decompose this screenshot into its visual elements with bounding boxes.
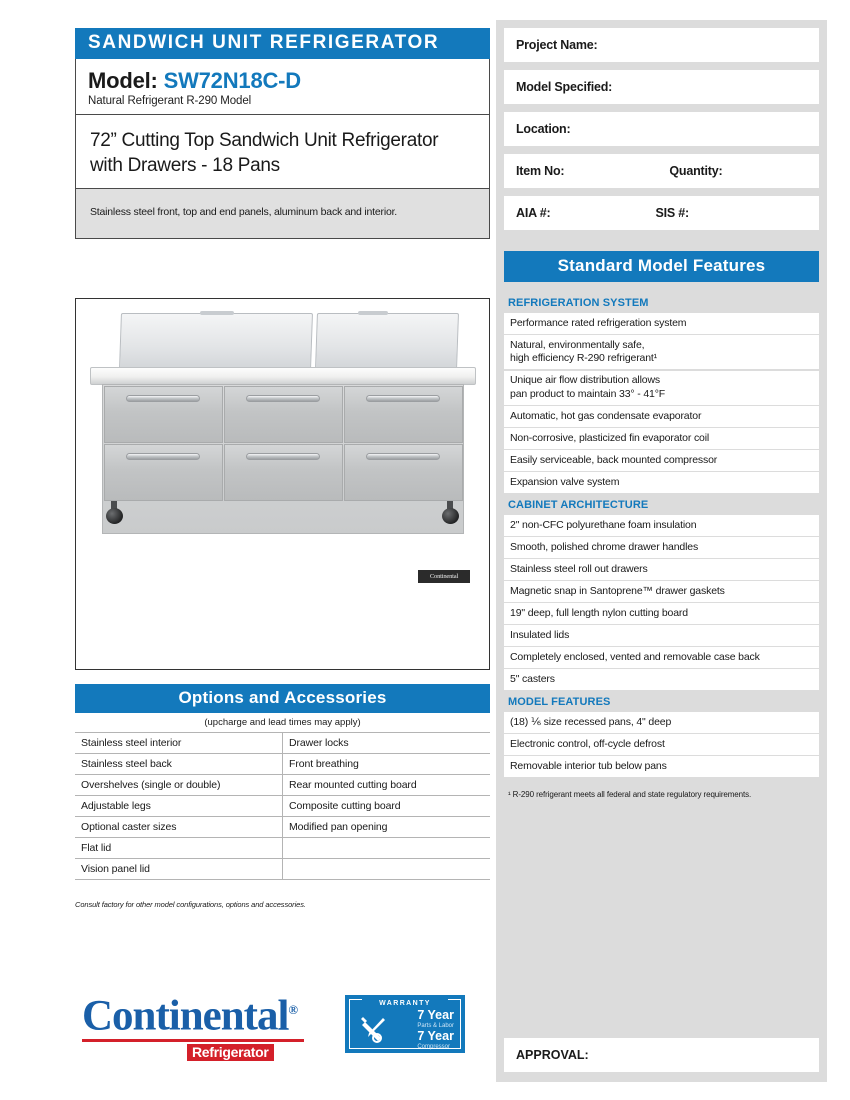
feature-item: Performance rated refrigeration system [504,313,819,334]
unit-nameplate: Continental [418,570,470,583]
left-column [75,28,490,239]
warranty-title: WARRANTY [362,999,448,1008]
section-title-model-features: MODEL FEATURES [508,696,611,708]
model-number: SW72N18C-D [163,68,301,93]
field-label-secondary: Quantity: [669,164,723,178]
field-label: AIA #: [516,206,551,220]
field-aia-sis[interactable] [504,196,819,230]
logo-subbrand: Refrigerator [187,1044,274,1061]
feature-item: (18) ⅙ size recessed pans, 4" deep [504,712,819,733]
option-item: Optional caster sizes [75,817,283,838]
feature-item: Smooth, polished chrome drawer handles [504,537,819,558]
warranty-line1-years: 7 Year [417,1008,454,1022]
feature-item: Insulated lids [504,625,819,646]
feature-item: Removable interior tub below pans [504,756,819,777]
model-subtitle: Natural Refrigerant R-290 Model [88,95,252,107]
feature-item: Non-corrosive, plasticized fin evaporator coil [504,428,819,449]
open-lid-right [315,313,459,369]
model-label: Model: [88,68,158,93]
feature-item: 2" non-CFC polyurethane foam insulation [504,515,819,536]
warranty-line2-scope: Compressor [417,1044,450,1050]
table-row [75,838,490,859]
field-project-name[interactable] [504,28,819,62]
wrench-screwdriver-icon [357,1013,389,1045]
product-illustration [90,311,476,611]
options-title: Options and Accessories [75,684,490,713]
product-image [75,298,490,670]
construction-note: Stainless steel front, top and end panels, aluminum back and interior. [90,206,398,218]
option-item [283,859,491,880]
field-location[interactable] [504,112,819,146]
field-label: APPROVAL: [516,1048,589,1062]
drawer-handle-3 [366,395,440,402]
logo-wordmark [82,988,312,1038]
option-item: Drawer locks [283,733,491,754]
options-section [75,684,490,880]
open-lid-left [119,313,313,369]
field-model-specified[interactable] [504,70,819,104]
table-row [75,775,490,796]
construction-note-box [75,189,490,239]
model-box [75,59,490,115]
feature-item: Unique air flow distribution allows pan product to maintain 33° - 41°F [504,371,819,405]
consult-factory-note: Consult factory for other model configurations, options and accessories. [75,900,306,909]
description-box [75,115,490,189]
features-title: Standard Model Features [504,251,819,282]
company-logo [82,988,312,1062]
warranty-text [417,1009,454,1051]
field-approval[interactable] [504,1038,819,1072]
table-row [75,796,490,817]
feature-item: 5" casters [504,669,819,690]
features-body [504,292,819,799]
model-line [88,68,477,94]
warranty-badge [345,995,465,1053]
right-column [496,20,827,1082]
option-item: Vision panel lid [75,859,283,880]
logo-rule [82,1039,304,1042]
field-label: Item No: [516,164,565,178]
feature-item: Electronic control, off-cycle defrost [504,734,819,755]
feature-item: 19" deep, full length nylon cutting board [504,603,819,624]
section-title-cabinet: CABINET ARCHITECTURE [508,499,649,511]
caster-left [106,501,123,524]
drawer-handle-5 [246,453,320,460]
option-item: Modified pan opening [283,817,491,838]
warranty-line1-scope: Parts & Labor [417,1023,454,1029]
warranty-line2-years: 7 Year [417,1029,454,1043]
drawer-handle-6 [366,453,440,460]
option-item: Composite cutting board [283,796,491,817]
feature-item: Easily serviceable, back mounted compressor [504,450,819,471]
logo-main-text: Continental [82,992,289,1040]
option-item: Stainless steel back [75,754,283,775]
feature-item: Stainless steel roll out drawers [504,559,819,580]
drawer-handle-4 [126,453,200,460]
page-title-banner: SANDWICH UNIT REFRIGERATOR [75,28,490,59]
field-label-secondary: SIS #: [655,206,689,220]
feature-item: Magnetic snap in Santoprene™ drawer gaskets [504,581,819,602]
caster-right [442,501,459,524]
warranty-badge-frame [349,999,461,1049]
field-item-no-quantity[interactable] [504,154,819,188]
table-row [75,733,490,754]
feature-item: Automatic, hot gas condensate evaporator [504,406,819,427]
feature-item: Completely enclosed, vented and removable case back [504,647,819,668]
drawer-handle-1 [126,395,200,402]
table-row [75,817,490,838]
section-title-refrigeration: REFRIGERATION SYSTEM [508,297,649,309]
option-item: Overshelves (single or double) [75,775,283,796]
lid-hinge-right [358,311,388,315]
drawer-handle-2 [246,395,320,402]
option-item: Stainless steel interior [75,733,283,754]
lid-hinge-left [200,311,234,315]
table-row [75,859,490,880]
option-item: Rear mounted cutting board [283,775,491,796]
refrigerant-footnote: ¹ R-290 refrigerant meets all federal and state regulatory requirements. [508,790,752,799]
options-table [75,732,490,880]
field-label: Location: [516,122,571,136]
options-table-body [75,733,490,880]
feature-item: Expansion valve system [504,472,819,493]
option-item: Front breathing [283,754,491,775]
options-subtitle: (upcharge and lead times may apply) [204,717,361,728]
cutting-board-counter [90,367,476,385]
option-item: Flat lid [75,838,283,859]
product-description: 72” Cutting Top Sandwich Unit Refrigerator with Drawers - 18 Pans [90,130,439,176]
feature-item: Natural, environmentally safe, high efficiency R-290 refrigerant¹ [504,335,819,369]
registered-trademark-icon: ® [288,1002,298,1017]
field-label: Model Specified: [516,80,613,94]
option-item: Adjustable legs [75,796,283,817]
field-label: Project Name: [516,38,598,52]
option-item [283,838,491,859]
table-row [75,754,490,775]
